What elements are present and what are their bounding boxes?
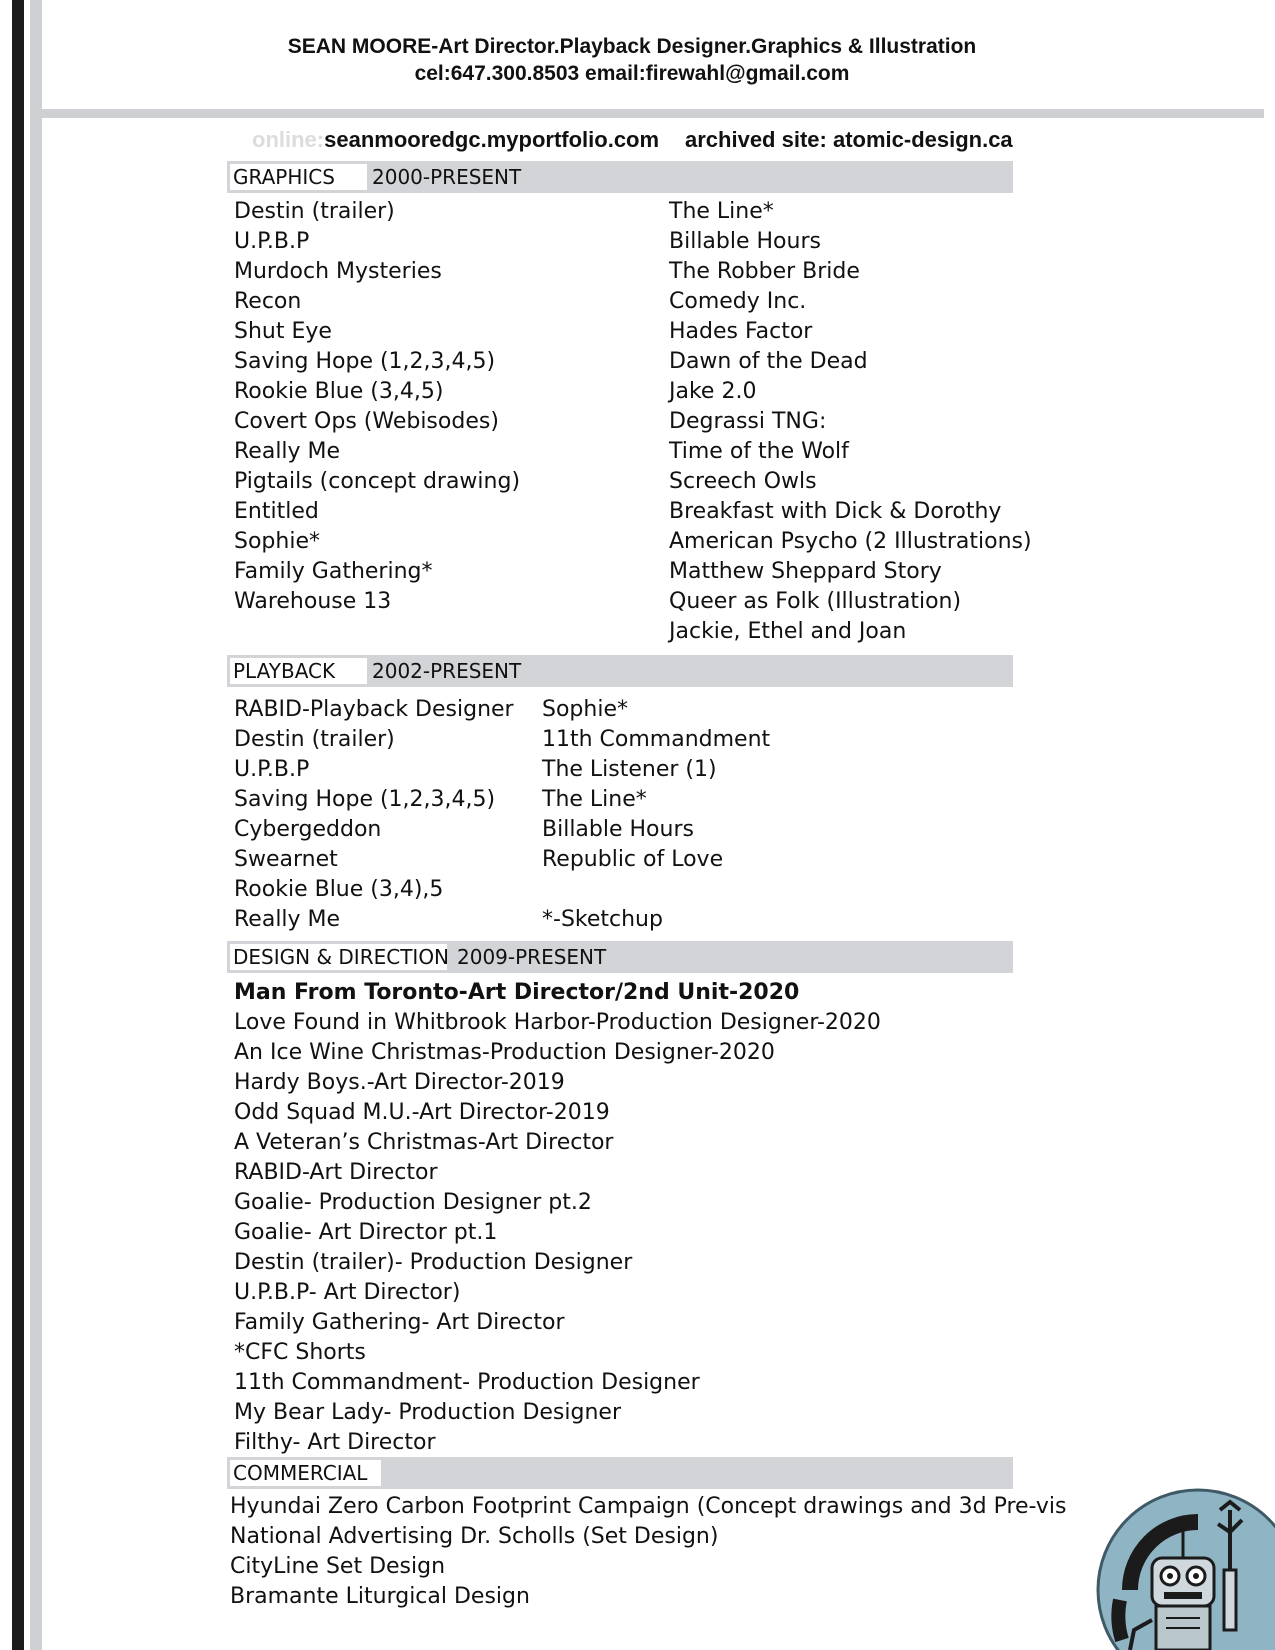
list-item: Hades Factor	[669, 319, 813, 344]
list-item: Swearnet	[234, 847, 338, 872]
list-item: Family Gathering- Art Director	[234, 1310, 565, 1335]
resume-header	[42, 33, 1222, 87]
section-playback-date: 2002-PRESENT	[372, 659, 522, 683]
list-item: Entitled	[234, 499, 319, 524]
list-item: Comedy Inc.	[669, 289, 807, 314]
list-item	[542, 875, 770, 905]
list-item: The Robber Bride	[669, 259, 860, 284]
list-item: Shut Eye	[234, 319, 332, 344]
list-item: Destin (trailer)	[234, 727, 395, 752]
list-item: The Listener (1)	[542, 757, 717, 782]
list-item: Saving Hope (1,2,3,4,5)	[234, 787, 496, 812]
list-item: Screech Owls	[669, 469, 817, 494]
list-item: Saving Hope (1,2,3,4,5)	[234, 349, 496, 374]
online-portfolio[interactable]	[252, 127, 659, 153]
section-graphics-date: 2000-PRESENT	[372, 165, 522, 189]
list-item: Goalie- Art Director pt.1	[234, 1220, 498, 1245]
list-item: CityLine Set Design	[230, 1554, 446, 1579]
list-item: Republic of Love	[542, 847, 724, 872]
graphics-left-list	[234, 197, 520, 617]
list-item: Really Me	[234, 907, 341, 932]
list-item: RABID-Art Director	[234, 1160, 438, 1185]
list-item: Odd Squad M.U.-Art Director-2019	[234, 1100, 610, 1125]
list-item: Cybergeddon	[234, 817, 382, 842]
list-item: Murdoch Mysteries	[234, 259, 442, 284]
list-item: Jake 2.0	[669, 379, 757, 404]
section-design-date: 2009-PRESENT	[457, 945, 607, 969]
section-graphics-header	[227, 161, 1013, 193]
list-item: American Psycho (2 Illustrations)	[669, 529, 1032, 554]
list-item: Queer as Folk (Illustration)	[669, 589, 962, 614]
list-item: Billable Hours	[542, 817, 694, 842]
list-item: Sophie*	[234, 529, 320, 554]
list-item: Time of the Wolf	[669, 439, 849, 464]
left-border-dark	[12, 0, 24, 1650]
section-commercial-label: COMMERCIAL	[230, 1460, 381, 1486]
header-contact: cel:647.300.8503 email:firewahl@gmail.com	[414, 62, 850, 85]
design-featured-item: Man From Toronto-Art Director/2nd Unit-2020	[234, 980, 800, 1005]
list-item: Destin (trailer)- Production Designer	[234, 1250, 633, 1275]
list-item: Billable Hours	[669, 229, 821, 254]
list-item: Breakfast with Dick & Dorothy	[669, 499, 1002, 524]
section-commercial-header	[227, 1457, 1013, 1489]
list-item: *CFC Shorts	[234, 1340, 366, 1365]
playback-left-list	[234, 695, 514, 935]
list-item: Degrassi TNG:	[669, 409, 827, 434]
list-item: Covert Ops (Webisodes)	[234, 409, 499, 434]
list-item: Recon	[234, 289, 302, 314]
list-item: An Ice Wine Christmas-Production Designer-2020	[234, 1040, 775, 1065]
section-playback-label: PLAYBACK	[230, 658, 367, 684]
robot-logo-icon	[1090, 1480, 1275, 1650]
list-item: 11th Commandment- Production Designer	[234, 1370, 700, 1395]
list-item: The Line*	[669, 199, 774, 224]
list-item: Hardy Boys.-Art Director-2019	[234, 1070, 565, 1095]
section-design-label: DESIGN & DIRECTION	[230, 944, 447, 970]
list-item: Destin (trailer)	[234, 199, 395, 224]
list-item: Rookie Blue (3,4,5)	[234, 379, 444, 404]
list-item: A Veteran’s Christmas-Art Director	[234, 1130, 614, 1155]
header-name-title: SEAN MOORE-Art Director.Playback Designer.Graphics & Illustration	[287, 35, 977, 58]
list-item: RABID-Playback Designer	[234, 697, 514, 722]
list-item: Love Found in Whitbrook Harbor-Production Designer-2020	[234, 1010, 881, 1035]
list-item: Jackie, Ethel and Joan	[669, 619, 907, 644]
archived-site-link[interactable]: archived site: atomic-design.ca	[685, 127, 1013, 152]
list-item: U.P.B.P	[234, 757, 310, 782]
graphics-right-list	[669, 197, 1032, 647]
list-item: Really Me	[234, 439, 341, 464]
list-item: 11th Commandment	[542, 727, 771, 752]
section-design-header	[227, 941, 1013, 973]
list-item: My Bear Lady- Production Designer	[234, 1400, 621, 1425]
list-item: Hyundai Zero Carbon Footprint Campaign (Concept drawings and 3d Pre-vis	[230, 1494, 1067, 1519]
design-list	[234, 978, 881, 1458]
list-item: The Line*	[542, 787, 647, 812]
playback-right-list	[542, 695, 770, 935]
header-rule	[42, 109, 1264, 118]
list-item: Matthew Sheppard Story	[669, 559, 942, 584]
list-item: Pigtails (concept drawing)	[234, 469, 521, 494]
list-item: Family Gathering*	[234, 559, 433, 584]
list-item: National Advertising Dr. Scholls (Set Design)	[230, 1524, 719, 1549]
list-item: Goalie- Production Designer pt.2	[234, 1190, 592, 1215]
online-label: online:	[252, 127, 325, 152]
list-item: *-Sketchup	[542, 907, 663, 932]
list-item: Bramante Liturgical Design	[230, 1584, 530, 1609]
list-item: Rookie Blue (3,4),5	[234, 877, 444, 902]
list-item: Sophie*	[542, 697, 628, 722]
left-border-light	[30, 0, 42, 1650]
list-item: Warehouse 13	[234, 589, 392, 614]
online-url[interactable]: seanmooredgc.myportfolio.com	[324, 127, 660, 152]
section-graphics-label: GRAPHICS	[230, 164, 367, 190]
list-item: U.P.B.P- Art Director)	[234, 1280, 461, 1305]
commercial-list	[230, 1492, 1066, 1612]
section-playback-header	[227, 655, 1013, 687]
list-item: U.P.B.P	[234, 229, 310, 254]
list-item: Dawn of the Dead	[669, 349, 868, 374]
list-item: Filthy- Art Director	[234, 1430, 436, 1455]
